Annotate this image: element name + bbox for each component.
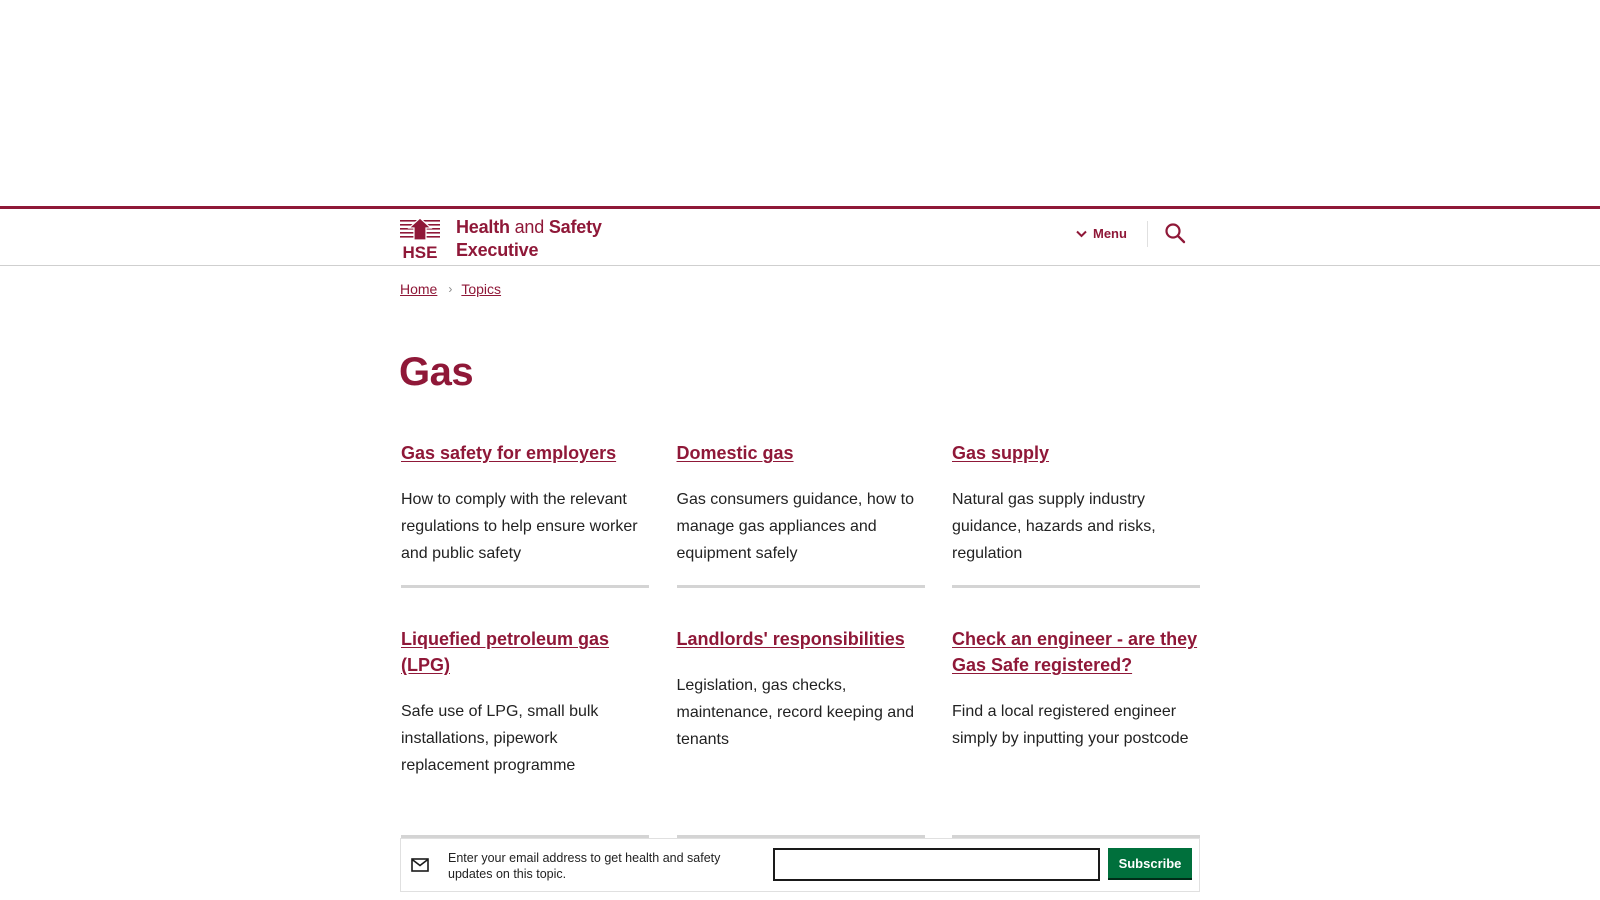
topic-card-description: Natural gas supply industry guidance, hazards and risks, regulation (952, 491, 1156, 562)
menu-button[interactable] (1076, 226, 1127, 241)
hse-logo-icon (400, 218, 440, 260)
topic-card-description: Find a local registered engineer simply by inputting your postcode (952, 703, 1189, 747)
page-title: Gas (399, 350, 474, 394)
topic-card-link[interactable]: Check an engineer - are they Gas Safe registered? (952, 629, 1198, 675)
logo-word-and: and (509, 217, 549, 237)
topic-card (401, 440, 649, 588)
header-inner (400, 209, 1200, 265)
topic-card-link[interactable]: Gas safety for employers (401, 443, 617, 463)
topic-card (677, 440, 925, 588)
breadcrumb (400, 281, 501, 297)
email-subscribe-box (400, 838, 1200, 892)
topic-card (401, 626, 649, 838)
menu-label: Menu (1093, 226, 1127, 241)
logo-word-safety: Safety (548, 217, 602, 237)
hse-logo-link[interactable] (400, 216, 602, 262)
site-header (0, 206, 1600, 266)
topic-card (952, 440, 1200, 588)
envelope-icon (411, 858, 429, 872)
logo-abbr: HSE (402, 243, 438, 260)
email-input[interactable] (773, 848, 1100, 881)
topic-card-description: How to comply with the relevant regulations to help ensure worker and public safety (401, 491, 638, 562)
search-icon (1164, 222, 1186, 244)
subscribe-description: Enter your email address to get health and safety updates on this topic. (448, 851, 721, 881)
topic-card-description: Gas consumers guidance, how to manage gas appliances and equipment safely (676, 491, 914, 562)
topic-card-grid (401, 440, 1200, 838)
card-divider (401, 585, 649, 588)
header-divider (1147, 221, 1148, 247)
search-button[interactable] (1164, 222, 1186, 249)
card-divider (677, 585, 925, 588)
logo-word-executive: Executive (456, 240, 539, 260)
topic-card-link[interactable]: Domestic gas (676, 443, 794, 463)
topic-card-description: Safe use of LPG, small bulk installations, pipework replacement programme (401, 703, 599, 774)
topic-card (952, 626, 1200, 838)
breadcrumb-topics-link[interactable]: Topics (461, 281, 502, 297)
topic-card-description: Legislation, gas checks, maintenance, record keeping and tenants (676, 677, 914, 748)
breadcrumb-home-link[interactable]: Home (400, 281, 438, 297)
chevron-down-icon (1076, 230, 1087, 238)
topic-card-link[interactable]: Gas supply (952, 443, 1050, 463)
topic-card-link[interactable]: Landlords' responsibilities (676, 629, 905, 649)
topic-card-link[interactable]: Liquefied petroleum gas (LPG) (401, 629, 610, 675)
card-divider (952, 585, 1200, 588)
logo-wordmark (456, 216, 602, 262)
topic-card (677, 626, 925, 838)
logo-word-health: Health (456, 217, 510, 237)
chevron-right-icon: › (448, 282, 453, 296)
subscribe-button[interactable]: Subscribe (1108, 848, 1192, 880)
